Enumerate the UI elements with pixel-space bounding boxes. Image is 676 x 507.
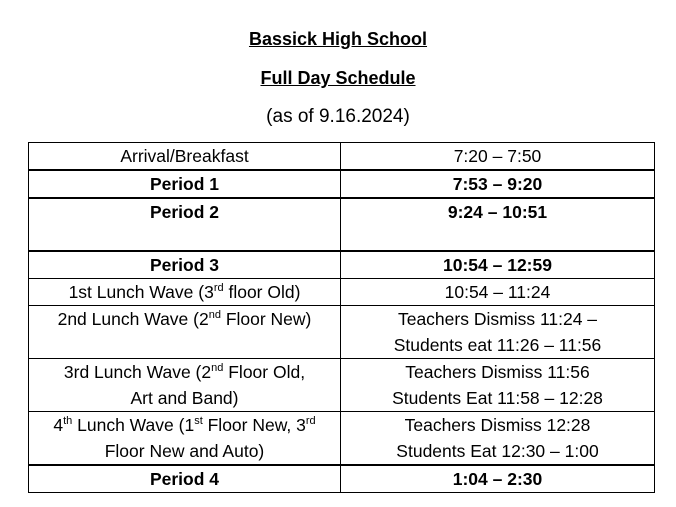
ordinal-suffix: rd	[305, 415, 316, 427]
row-time	[341, 251, 655, 279]
row-label-line	[33, 359, 336, 385]
row-time-line: Teachers Dismiss 11:24 –	[397, 309, 598, 329]
label-part: 3rd Lunch Wave (2	[63, 362, 212, 382]
label-part: Lunch Wave (1	[72, 415, 195, 435]
row-label-line: Floor New and Auto)	[104, 441, 265, 461]
row-time	[341, 412, 655, 466]
label-part: floor Old)	[223, 282, 301, 302]
label-part: 4	[53, 415, 64, 435]
row-time-line: Teachers Dismiss 12:28	[404, 415, 591, 435]
row-time	[341, 170, 655, 198]
row-time-text: 10:54 – 11:24	[444, 282, 551, 302]
row-label-text: Period 4	[149, 469, 220, 489]
row-label	[29, 465, 341, 493]
table-row	[29, 143, 655, 171]
row-label-text	[58, 309, 312, 329]
label-part: Floor New, 3	[202, 415, 306, 435]
ordinal-suffix: nd	[208, 309, 221, 321]
row-time-text: 10:54 – 12:59	[443, 255, 552, 275]
row-label	[29, 143, 341, 171]
table-row	[29, 306, 655, 359]
table-row	[29, 279, 655, 306]
row-label	[29, 170, 341, 198]
row-label	[29, 306, 341, 359]
schedule-title: Full Day Schedule	[260, 68, 416, 88]
row-label-text: Arrival/Breakfast	[120, 146, 249, 166]
row-time-line: Students eat 11:26 – 11:56	[393, 335, 602, 355]
label-part: 1st Lunch Wave (3	[68, 282, 214, 302]
row-time-line: Students Eat 11:58 – 12:28	[392, 388, 603, 408]
row-label	[29, 412, 341, 466]
ordinal-suffix: nd	[211, 362, 224, 374]
table-row	[29, 412, 655, 466]
row-time	[341, 143, 655, 171]
label-part: 2nd Lunch Wave (2	[57, 309, 209, 329]
row-time-text: 9:24 – 10:51	[447, 202, 548, 222]
table-row	[29, 170, 655, 198]
row-time-line: Students Eat 12:30 – 1:00	[396, 441, 599, 461]
ordinal-suffix: st	[194, 415, 203, 427]
row-label	[29, 198, 341, 251]
row-label-line: Art and Band)	[130, 388, 239, 408]
label-part: Floor Old,	[223, 362, 306, 382]
row-label	[29, 279, 341, 306]
row-label-line	[33, 412, 336, 438]
ordinal-suffix: th	[63, 415, 73, 427]
row-label	[29, 359, 341, 412]
schedule-table	[28, 142, 655, 493]
row-label-text: Period 3	[149, 255, 220, 275]
row-time	[341, 279, 655, 306]
ordinal-suffix: rd	[213, 282, 224, 294]
school-title: Bassick High School	[248, 29, 428, 49]
row-time-line: Teachers Dismiss 11:56	[405, 362, 590, 382]
row-time-text: 7:20 – 7:50	[453, 146, 542, 166]
row-time	[341, 198, 655, 251]
row-time-text: 7:53 – 9:20	[452, 174, 543, 194]
table-row	[29, 198, 655, 251]
row-label-text	[69, 282, 301, 302]
row-label-text: Period 2	[149, 202, 220, 222]
as-of-date: (as of 9.16.2024)	[266, 106, 410, 127]
table-row	[29, 465, 655, 493]
label-part: Floor New)	[220, 309, 312, 329]
row-time-text: 1:04 – 2:30	[452, 469, 543, 489]
table-row	[29, 359, 655, 412]
table-row	[29, 251, 655, 279]
row-label	[29, 251, 341, 279]
row-label-text: Period 1	[149, 174, 220, 194]
row-time	[341, 359, 655, 412]
row-time	[341, 306, 655, 359]
row-time	[341, 465, 655, 493]
